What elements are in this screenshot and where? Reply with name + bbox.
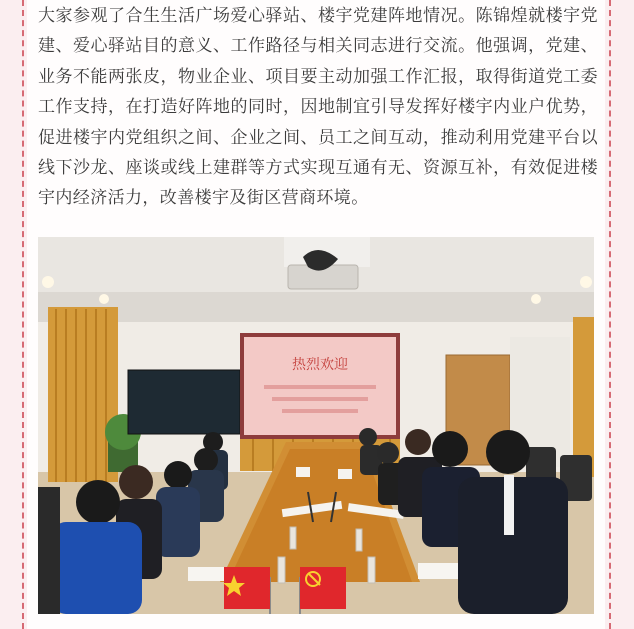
article-paragraph: 大家参观了合生生活广场爱心驿站、楼宇党建阵地情况。陈锦煌就楼宇党建、爱心驿站目的意义、工作路径与相关同志进行交流。他强调，党建、业务不能两张皮，物业企业、项目要主动加强工作汇报，取得街道党工委工作支持，在打造好阵地的同时，因地制宜引导发挥好楼宇内业户优势，促进楼宇内党组织之间、企业之间、员工之间互动，推动利用党建平台以线下沙龙、座谈或线上建群等方式实现互通有无、资源互补，有效促进楼宇内经济活力，改善楼宇及街区营商环境。 — [38, 6, 598, 209]
meeting-photo — [38, 237, 594, 614]
screen-welcome-text: 热烈欢迎 — [292, 357, 348, 373]
left-dashed-border — [22, 0, 24, 629]
right-dashed-border — [609, 0, 611, 629]
party-flag — [300, 567, 346, 609]
meeting-photo-illustration — [38, 237, 594, 614]
article-text — [38, 1, 598, 214]
